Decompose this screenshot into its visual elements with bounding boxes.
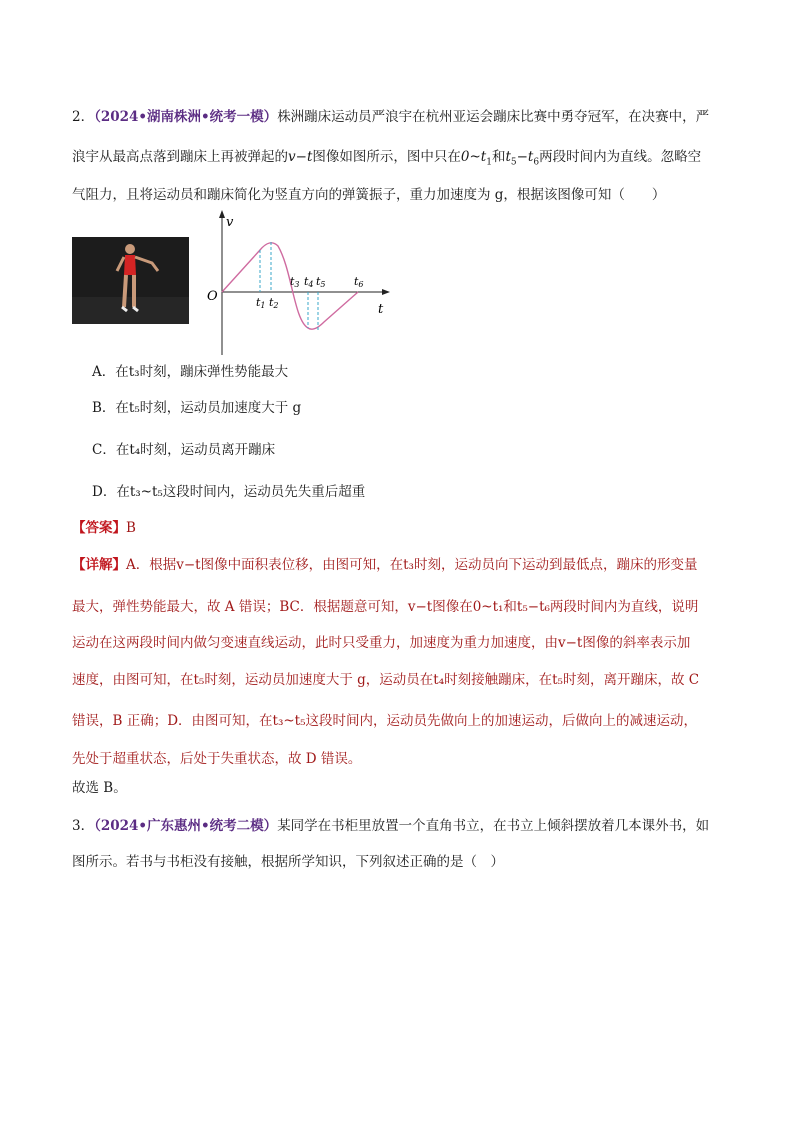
- q3-source: （2024•广东惠州•统考二模）: [94, 818, 278, 834]
- tick-t4: t4: [304, 275, 314, 289]
- detail-line-2: 最大，弹性势能最大，故 A 错误；BC．根据题意可知，v−t图像在0~t₁和t₅−t₆两段时间内为直线，说明: [72, 599, 699, 615]
- answer-line: [72, 519, 732, 537]
- tick-t3: t3: [290, 275, 300, 289]
- q2-range-b-mid: −t: [516, 149, 534, 165]
- q2-stem-line1: [72, 108, 732, 126]
- q2-and: 和: [491, 149, 506, 165]
- q2-source: （2024•湖南株洲•统考一模）: [94, 109, 278, 125]
- tick-t6: t6: [354, 275, 364, 289]
- q2-number: 2．: [72, 109, 95, 125]
- q3-stem-line2: 图所示。若书与书柜没有接触，根据所学知识，下列叙述正确的是（ ）: [72, 854, 504, 870]
- option-b: B．在t₅时刻，运动员加速度大于 g: [92, 400, 302, 416]
- t-axis-arrow: [382, 289, 390, 295]
- q2-vt-term: v−t: [288, 149, 313, 165]
- tick-t5: t5: [316, 275, 326, 289]
- q3-stem-text1: 某同学在书柜里放置一个直角书立，在书立上倾斜摆放着几本课外书，如: [277, 818, 710, 834]
- option-c: C．在t₄时刻，运动员离开蹦床: [92, 442, 276, 458]
- conclusion: 故选 B。: [72, 780, 127, 796]
- detail-tag: 【详解】: [72, 557, 126, 573]
- q3-number: 3．: [72, 818, 95, 834]
- q2-stem-text1: 株洲蹦床运动员严浪宇在杭州亚运会蹦床比赛中勇夺冠军，在决赛中，严: [277, 109, 710, 125]
- answer-value: B: [126, 520, 136, 536]
- detail-line-4: 速度，由图可知，在t₅时刻，运动员加速度大于 g，运动员在t₄时刻接触蹦床，在t₅时刻，离开蹦床，故 C: [72, 672, 700, 688]
- vt-graph: [200, 210, 400, 360]
- v-axis-label: v: [226, 215, 234, 230]
- tick-t2: t2: [269, 296, 279, 310]
- athlete-figure-image: [72, 237, 189, 324]
- athlete-photo: [72, 237, 189, 324]
- detail-line-3: 运动在这两段时间内做匀变速直线运动，此时只受重力，加速度为重力加速度，由v−t图像的斜率表示加: [72, 635, 691, 651]
- detail-line-6: 先处于超重状态，后处于失重状态，故 D 错误。: [72, 751, 362, 767]
- q2-stem-text2b: 图像如图所示，图中只在: [312, 149, 461, 165]
- v-axis-arrow: [219, 210, 225, 218]
- q2-stem-line3: 气阻力，且将运动员和蹦床简化为竖直方向的弹簧振子，重力加速度为 g，根据该图像可知（ ）: [72, 187, 666, 203]
- detail-line-1: [72, 556, 732, 574]
- origin-label: O: [207, 289, 218, 304]
- t-axis-label: t: [378, 302, 384, 317]
- detail-line-5: 错误，B 正确；D．由图可知，在t₃~t₅这段时间内，运动员先做向上的加速运动，后做向上的减速运动，: [72, 713, 698, 729]
- option-d: D．在t₃~t₅这段时间内，运动员先失重后超重: [92, 484, 366, 500]
- q2-stem-text2a: 浪宇从最高点落到蹦床上再被弹起的: [72, 149, 288, 165]
- q2-range-b-sub1: 5: [510, 157, 517, 168]
- q2-stem-line2: [72, 148, 732, 172]
- q2-range-b: t: [505, 149, 511, 165]
- detail-text-1: A．根据v−t图像中面积表位移，由图可知，在t₃时刻，运动员向下运动到最低点，蹦床的形变量: [126, 557, 698, 573]
- q2-range-a-sub: 1: [486, 157, 492, 168]
- q2-stem-text2c: 两段时间内为直线。忽略空: [539, 149, 702, 165]
- q3-stem-line1: [72, 817, 732, 835]
- q2-range-b-sub2: 6: [533, 157, 540, 168]
- q2-range-a: 0~t: [460, 149, 487, 165]
- tick-t1: t1: [256, 296, 266, 310]
- option-a: A．在t₃时刻，蹦床弹性势能最大: [92, 364, 289, 380]
- answer-tag: 【答案】: [72, 520, 126, 536]
